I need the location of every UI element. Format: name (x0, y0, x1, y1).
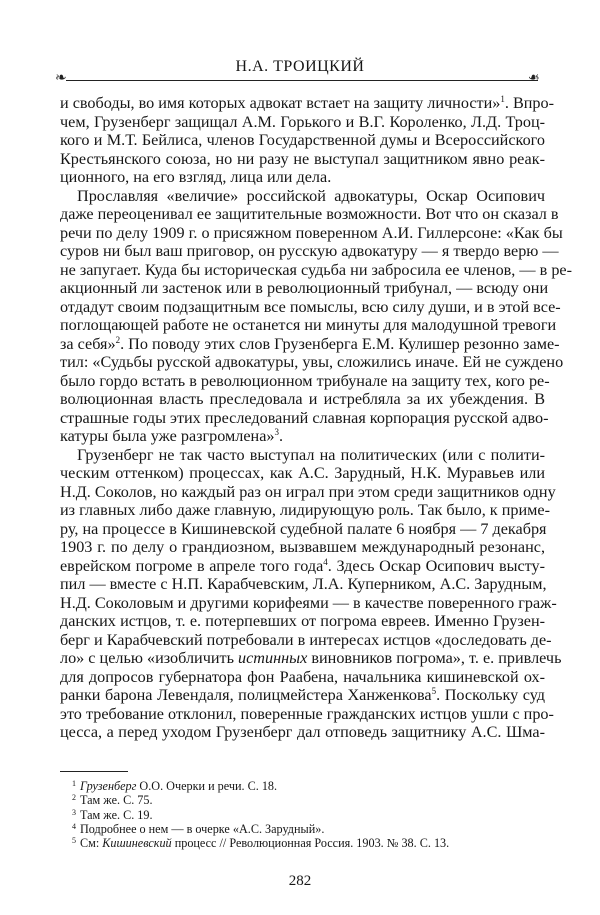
text-run: См: (80, 836, 103, 851)
text-run: отдадут своим подзащитным все помыслы, всю силу души, и в этой все- (60, 297, 561, 316)
italic-text: истинных (238, 649, 308, 667)
text-line (60, 612, 545, 631)
text-line (60, 316, 557, 335)
text-line (60, 630, 552, 650)
text-run: для допросов губернатора фон Раабена, начальника кишиневской ох- (60, 667, 545, 686)
text-line (60, 150, 545, 169)
header-rule (66, 80, 538, 81)
text-line (60, 649, 562, 668)
text-line (60, 297, 561, 317)
footnote (72, 808, 542, 822)
text-run: кого и М.Т. Бейлиса, членов Государственной думы и Всероссийского (60, 131, 545, 149)
text-run: за себя» (60, 334, 116, 353)
italic-text: Кишиневский (102, 836, 172, 851)
text-line (60, 704, 554, 724)
footnote (72, 822, 542, 836)
text-line (60, 242, 559, 261)
text-line (60, 334, 560, 354)
text-run: ранки барона Левендаля, полицмейстера Ханженкова (60, 686, 432, 704)
text-run: Там же. С. 19. (80, 807, 153, 822)
text-run: процесс // Революционная Россия. 1903. № 38. С. 13. (171, 836, 450, 851)
text-run: поглощающей работе не останется ни минуты для малодушной тревоги (60, 316, 557, 334)
text-run: было гордо встать в революционном трибунале на защиту тех, кого ре- (60, 371, 550, 390)
text-run: Там же. С. 75. (80, 793, 153, 808)
text-line (60, 223, 563, 243)
text-run: еврейском погроме в апреле того года (60, 556, 324, 575)
text-line (60, 94, 554, 113)
text-line (60, 113, 545, 132)
text-run: чем, Грузенберг защищал А.М. Горького и В.Г. Короленко, Л.Д. Троц- (60, 112, 545, 131)
text-run: пил — вместе с Н.П. Карабчевским, Л.А. Куперником, А.С. Зарудным, (60, 575, 547, 593)
running-head: Н.А. ТРОИЦКИЙ (235, 58, 365, 75)
text-run: О.О. Очерки и речи. С. 18. (136, 779, 278, 793)
footnote (72, 779, 542, 793)
text-run: страшные годы этих преследований славная корпорация русской адво- (60, 408, 549, 427)
text-run: . Поскольку суд (436, 686, 546, 704)
text-run: акционный ли застенок или в революционный трибунал, — всюду они (60, 279, 549, 297)
text-line (60, 205, 559, 224)
text-line (60, 520, 545, 539)
text-line (60, 668, 545, 687)
text-run: тил: «Судьбы русской адвокатуры, увы, сложились иначе. Ей не суждено (60, 353, 564, 371)
text-run: виновников погрома», т. е. привлечь (307, 649, 562, 667)
text-run: ческим оттенком) процессах, как А.С. Зарудный, Н.К. Муравьев или (60, 464, 545, 482)
text-line (60, 464, 545, 483)
body-text (60, 94, 572, 742)
text-run: даже переоценивал ее защитительные возможности. Вот что он сказал в (60, 205, 559, 223)
text-line (60, 686, 545, 705)
text-run: . По поводу этих слов Грузенберга Е.М. Кулишер резонно заме- (120, 334, 560, 353)
text-run: берг и Карабчевский потребовали в интересах истцов «доследовать де- (60, 630, 552, 649)
text-run: катуры была уже разгромлена» (60, 427, 275, 445)
text-run: ру, на процессе в Кишиневской судебной палате 6 ноября — 7 декабря (60, 519, 547, 538)
text-line (60, 427, 545, 446)
text-line (60, 538, 545, 557)
footnote-marker: 3 (72, 807, 76, 817)
footnote-marker: 4 (72, 821, 76, 831)
text-line (60, 723, 545, 742)
text-run: 1903 г. по делу о грандиозном, вызвавшем международный резонанс, (60, 538, 545, 556)
footnote (72, 793, 542, 807)
italic-text: Грузенберг (80, 779, 137, 793)
footnote-marker: 4 (323, 556, 328, 567)
text-run: не запугает. Куда бы историческая судьба ни забросила ее членов, — в ре- (60, 260, 572, 279)
text-run: Прославляя «величие» российской адвокатуры, Оскар Осипович (77, 186, 545, 205)
footnote-marker: 5 (431, 686, 437, 696)
text-run: ло» с целью «изобличить (60, 649, 239, 667)
text-line (60, 168, 545, 187)
text-line (60, 279, 549, 298)
text-run: и свободы, во имя которых адвокат встает на защиту личности» (60, 94, 501, 112)
text-line (60, 187, 545, 206)
ornament-left-icon: ❧ (55, 71, 67, 86)
text-line (60, 353, 564, 372)
text-run: данских истцов, т. е. потерпевших от погрома евреев. Именно Грузен- (60, 612, 545, 630)
text-line (60, 557, 545, 576)
footnotes (72, 779, 542, 850)
footnote-marker: 1 (72, 779, 76, 788)
text-run: цесса, а перед уходом Грузенберг дал отповедь защитнику А.С. Шма- (60, 723, 545, 741)
footnote-marker: 1 (500, 94, 505, 104)
page-number: 282 (288, 873, 312, 889)
footnote-marker: 3 (274, 427, 279, 437)
text-run: речи по делу 1909 г. о присяжном поверенном А.И. Гиллерсоне: «Как бы (60, 223, 563, 242)
text-run: суров ни был ваш приговор, он русскую адвокатуру — я твердо верю — (60, 242, 559, 260)
text-run: Подробнее о нем — в очерке «А.С. Зарудный». (80, 821, 325, 836)
footnote-marker: 2 (72, 793, 76, 803)
text-line (60, 408, 549, 428)
footnote-marker: 2 (115, 334, 121, 345)
text-line (60, 501, 550, 520)
text-line (60, 390, 545, 409)
footnote-marker: 5 (72, 836, 76, 846)
footnote-rule (60, 771, 128, 772)
text-line (60, 446, 545, 465)
text-line (60, 371, 550, 391)
footnote (72, 836, 542, 850)
text-run: Грузенберг не так часто выступал на политических (или с полити- (77, 445, 545, 464)
text-run: волюционная власть преследовала и истребляла за их убеждения. В (60, 390, 545, 408)
text-run: Н.Д. Соколовым и другими корифеями — в качестве поверенного граж- (60, 593, 557, 612)
text-line (60, 593, 557, 613)
text-run: . Впро- (504, 94, 554, 112)
text-run: ционного, на его взгляд, лица или дела. (60, 168, 332, 186)
text-run: Крестьянского союза, но ни разу не выступал защитником явно реак- (60, 149, 545, 168)
text-run: . Здесь Оскар Осипович высту- (327, 556, 545, 575)
ornament-right-icon: ❧ (528, 71, 540, 86)
text-run: Н.Д. Соколов, но каждый раз он играл при этом среди защитников одну (60, 482, 556, 501)
text-line (60, 482, 556, 502)
text-line (60, 260, 572, 280)
text-run: . (279, 427, 284, 445)
text-line (60, 575, 545, 594)
text-line (60, 131, 545, 150)
text-run: из главных либо даже главную, лидирующую роль. Так было, к приме- (60, 501, 550, 519)
text-run: это требование отклонил, поверенные гражданских истцов ушли с про- (60, 704, 554, 723)
